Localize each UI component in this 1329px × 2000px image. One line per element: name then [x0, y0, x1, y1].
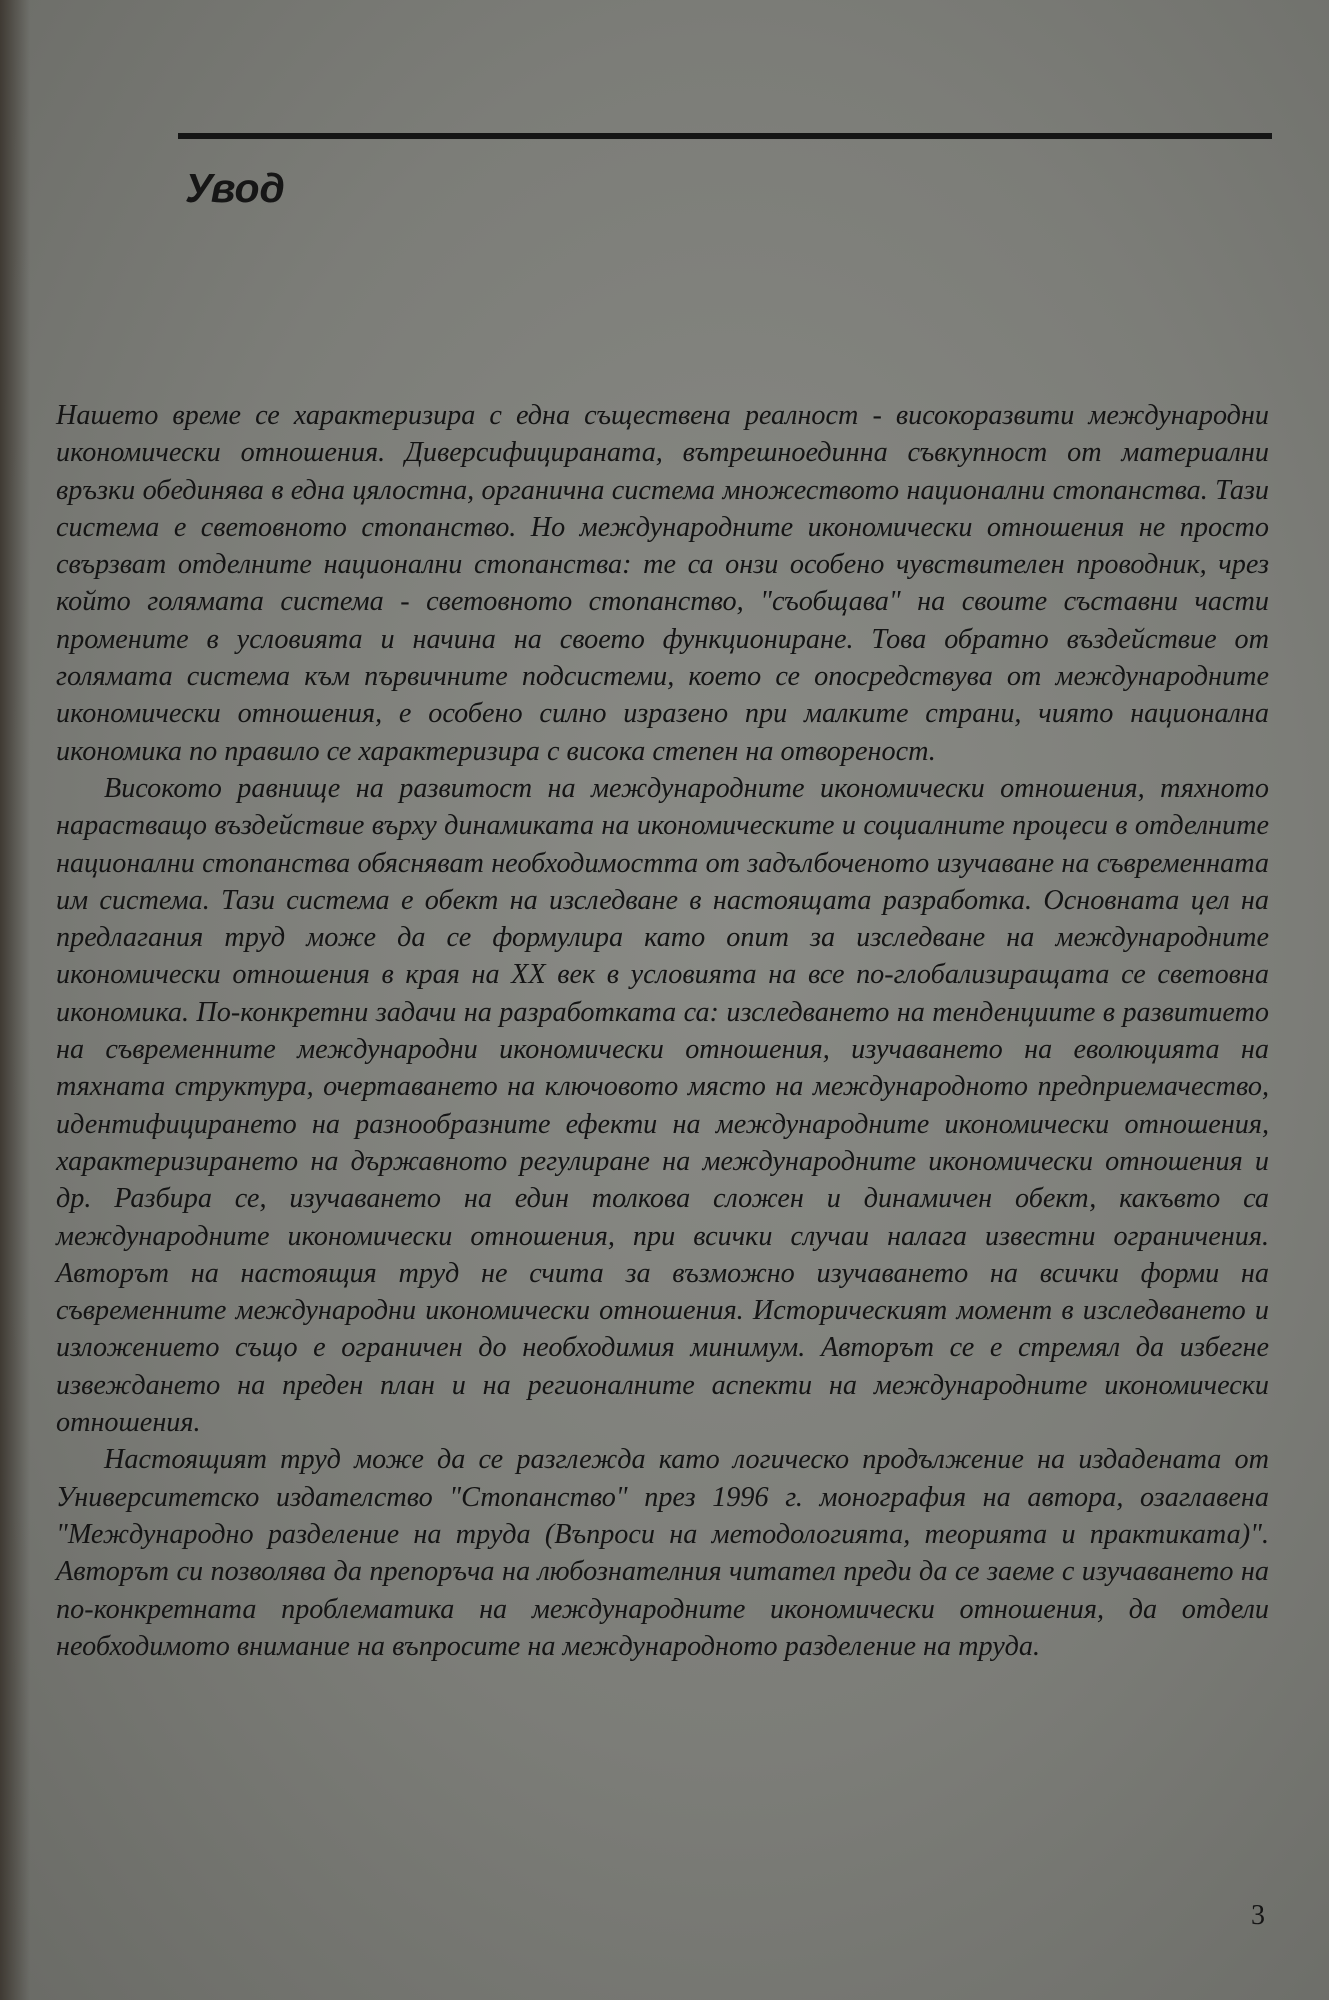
- binding-shadow: [0, 0, 30, 2000]
- chapter-heading: Увод: [185, 165, 285, 211]
- paragraph-2: Високото равнище на развитост на международните икономически отношения, тяхното нарастващо въздействие върху динамиката на икономическите и социалните процеси в отделните национални стопанства обясняват необходимостта от задълбоченото изучаване на съвременната им система. Тази система е обект на изследване в настоящата разработка. Основната цел на предлагания труд може да се формулира като опит за изследване на международните икономически отношения в края на XX век в условията на все по-глобализиращата се световна икономика. По-конкретни задачи на разработката са: изследването на тенденциите в развитието на съвременните международни икономически отношения, изучаването на еволюцията на тяхната структура, очертаването на ключовото място на международното предприемачество, идентифицирането на разнообразните ефекти на международните икономически отношения, характеризирането на държавното регулиране на международните икономически отношения и др. Разбира се, изучаването на един толкова сложен и динамичен обект, какъвто са международните икономически отношения, при всички случаи налага известни ограничения. Авторът на настоящия труд не счита за възможно изучаването на всички форми на съвременните международни икономически отношения. Историческият момент в изследването и изложението също е ограничен до необходимия минимум. Авторът се е стремял да избегне извеждането на преден план и на регионалните аспекти на международните икономически отношения.: [56, 772, 1269, 1439]
- page-number: 3: [1251, 1900, 1265, 1931]
- header-rule: [178, 133, 1272, 139]
- paragraph-3: Настоящият труд може да се разглежда като логическо продължение на издадената от Университетско издателство "Стопанство" през 1996 г. монография на автора, озаглавена "Международно разделение на труда (Въпроси на методологията, теорията и практиката)". Авторът си позволява да препоръча на любознателния читател преди да се заеме с изучаването на по-конкретната проблематика на международните икономически отношения, да отдели необходимото внимание на въпросите на международното разделение на труда.: [56, 1444, 1269, 1662]
- body-text: [56, 397, 1269, 1665]
- paragraph-1: Нашето време се характеризира с една съществена реалност - високоразвити международни икономически отношения. Диверсифицираната, вътрешноединна съвкупност от материални връзки обединява в една цялостна, органична система множеството национални стопанства. Тази система е световното стопанство. Но международните икономически отношения не просто свързват отделните национални стопанства: те са онзи особено чувствителен проводник, чрез който голямата система - световното стопанство, "съобщава" на своите съставни части промените в условията и начина на своето функциониране. Това обратно въздействие от голямата система към първичните подсистеми, което се опосредствува от международните икономически отношения, е особено силно изразено при малките страни, чиято национална икономика по правило се характеризира с висока степен на отвореност.: [56, 400, 1269, 767]
